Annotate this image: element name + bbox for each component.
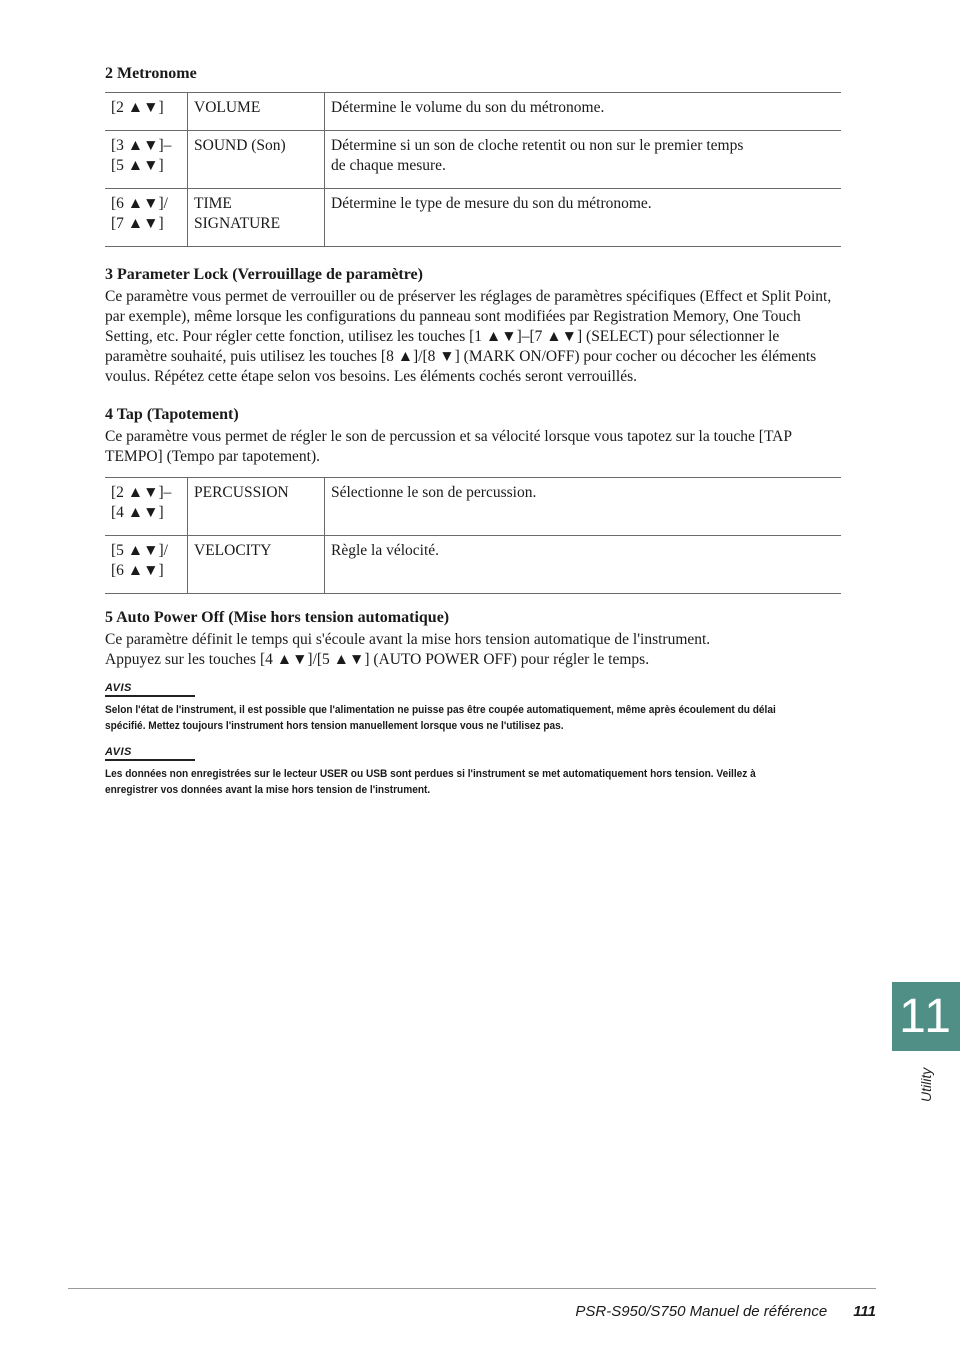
table-row xyxy=(105,536,841,594)
param-cell: VOLUME xyxy=(188,93,325,131)
keys-cell: [2 ▲▼]– [4 ▲▼] xyxy=(105,478,188,536)
tap-body: Ce paramètre vous permet de régler le son de percussion et sa vélocité lorsque vous tapotez sur la touche [TAP TEMPO] (Tempo par tapotement). xyxy=(105,428,792,465)
table-row xyxy=(105,189,841,247)
tap-table xyxy=(105,477,841,594)
page-footer xyxy=(575,1303,876,1320)
chapter-name: Utility xyxy=(918,1067,934,1102)
param-cell: SOUND (Son) xyxy=(188,131,325,189)
footer-divider xyxy=(68,1288,876,1289)
table-row xyxy=(105,478,841,536)
section-title-auto-power-off: 5 Auto Power Off (Mise hors tension automatique) xyxy=(105,609,450,626)
avis-label: AVIS xyxy=(105,682,195,697)
auto-power-off-body-line2: Appuyez sur les touches [4 ▲▼]/[5 ▲▼] (AUTO POWER OFF) pour régler le temps. xyxy=(105,651,650,668)
param-cell: PERCUSSION xyxy=(188,478,325,536)
section-title-tap: 4 Tap (Tapotement) xyxy=(105,406,239,423)
avis-label: AVIS xyxy=(105,746,195,761)
table-row xyxy=(105,93,841,131)
param-cell: TIME SIGNATURE xyxy=(188,189,325,247)
desc-cell: Détermine le volume du son du métronome. xyxy=(331,99,605,116)
avis-notice xyxy=(105,742,845,798)
metronome-table xyxy=(105,92,841,247)
avis-text: Selon l'état de l'instrument, il est possible que l'alimentation ne puisse pas être coupée automatiquement, même après écoulement du délai spécifié. Mettez toujours l'instrument hors tension manuellement lorsque vous ne l'utilisez pas. xyxy=(105,704,776,732)
parameter-lock-body: Ce paramètre vous permet de verrouiller ou de préserver les réglages de paramètres spécifiques (Effect et Split Point, par exemple), même lorsque les configurations du panneau sont modifiées par Registration Memory, One Touch Setting, etc. Pour régler cette fonction, utilisez les touches [1 ▲▼]–[7 ▲▼] (SELECT) pour sélectionner le paramètre souhaité, puis utilisez les touches [8 ▲]/[8 ▼] (MARK ON/OFF) pour cocher ou décocher les éléments voulus. Répétez cette étape selon vos besoins. Les éléments cochés seront verrouillés. xyxy=(105,288,832,385)
avis-notice xyxy=(105,678,845,734)
page-content xyxy=(105,64,845,798)
desc-cell: Détermine si un son de cloche retentit ou non sur le premier temps de chaque mesure. xyxy=(331,137,744,174)
desc-cell: Détermine le type de mesure du son du métronome. xyxy=(331,195,652,212)
chapter-number-tab: 11 xyxy=(892,982,960,1051)
keys-cell: [2 ▲▼] xyxy=(105,93,188,131)
param-cell: VELOCITY xyxy=(188,536,325,594)
manual-title: PSR-S950/S750 Manuel de référence xyxy=(575,1303,828,1320)
keys-cell: [3 ▲▼]– [5 ▲▼] xyxy=(105,131,188,189)
section-title-parameter-lock: 3 Parameter Lock (Verrouillage de paramètre) xyxy=(105,266,423,283)
table-row xyxy=(105,131,841,189)
desc-cell: Règle la vélocité. xyxy=(331,542,440,559)
auto-power-off-body-line1: Ce paramètre définit le temps qui s'écoule avant la mise hors tension automatique de l'instrument. xyxy=(105,631,711,648)
avis-text: Les données non enregistrées sur le lecteur USER ou USB sont perdues si l'instrument se met automatiquement hors tension. Veillez à enregistrer vos données avant la mise hors tension de l'instrument. xyxy=(105,768,756,796)
section-title-metronome: 2 Metronome xyxy=(105,65,197,82)
keys-cell: [5 ▲▼]/ [6 ▲▼] xyxy=(105,536,188,594)
desc-cell: Sélectionne le son de percussion. xyxy=(331,484,537,501)
keys-cell: [6 ▲▼]/ [7 ▲▼] xyxy=(105,189,188,247)
page-number: 111 xyxy=(853,1303,876,1320)
